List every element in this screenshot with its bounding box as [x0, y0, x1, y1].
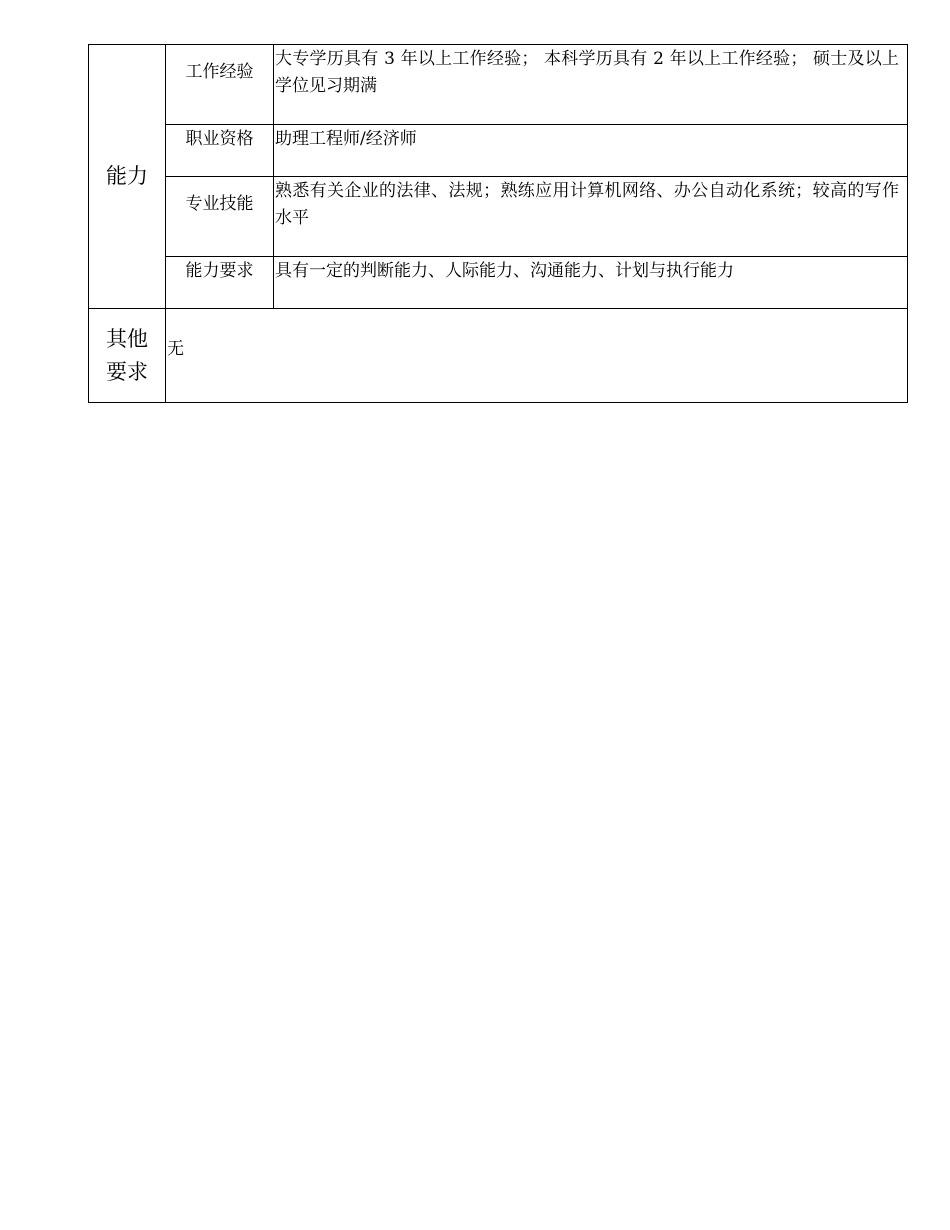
- table-row: [89, 177, 908, 257]
- table-row: [89, 309, 908, 403]
- ability-requirements-label: 能力要求: [166, 257, 274, 309]
- other-category-label: 其他要求: [106, 326, 148, 384]
- other-category-cell: [89, 309, 166, 403]
- table-row: [89, 45, 908, 125]
- table-row: [89, 125, 908, 177]
- requirements-table: [88, 44, 908, 403]
- qualification-value: 助理工程师/经济师: [274, 125, 908, 177]
- professional-skills-label: 专业技能: [166, 177, 274, 257]
- qualification-label: 职业资格: [166, 125, 274, 177]
- work-experience-label: 工作经验: [166, 45, 274, 125]
- other-requirements-value: 无: [166, 309, 908, 403]
- ability-requirements-value: 具有一定的判断能力、人际能力、沟通能力、计划与执行能力: [274, 257, 908, 309]
- professional-skills-value: 熟悉有关企业的法律、法规；熟练应用计算机网络、办公自动化系统；较高的写作水平: [274, 177, 908, 257]
- ability-category-cell: [89, 45, 166, 309]
- table-row: [89, 257, 908, 309]
- work-experience-value: 大专学历具有 3 年以上工作经验； 本科学历具有 2 年以上工作经验； 硕士及以上学位见习期满: [274, 45, 908, 125]
- ability-category-label: 能力: [106, 164, 148, 188]
